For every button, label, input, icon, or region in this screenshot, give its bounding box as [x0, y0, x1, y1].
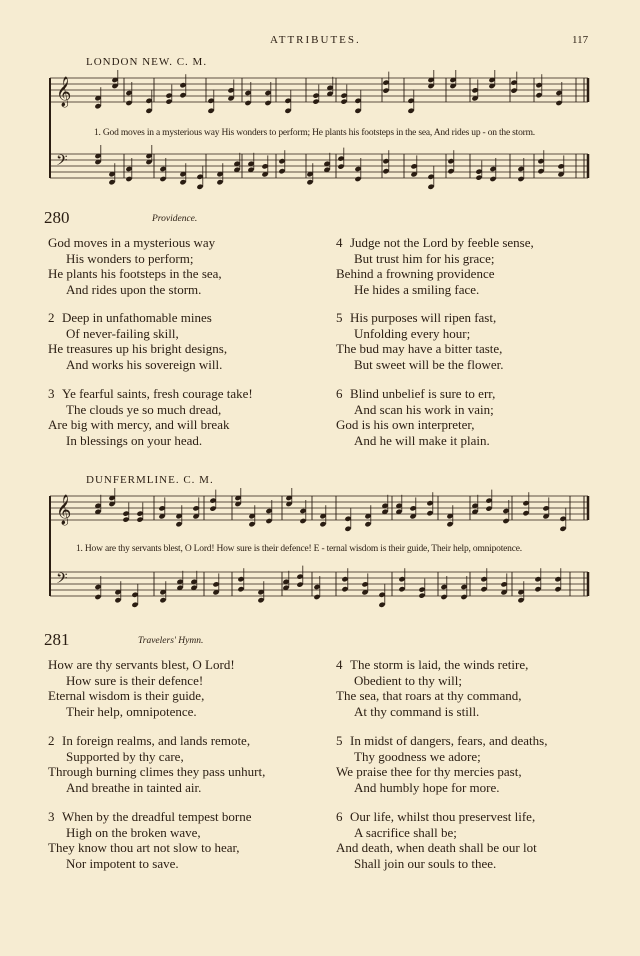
tune-title: DUNFERMLINE. C. M. — [86, 474, 214, 486]
verse-line: In blessings on your head. — [66, 432, 203, 448]
verse-line: Obedient to thy will; — [354, 672, 462, 688]
verse-line: Through burning climes they pass unhurt, — [48, 764, 266, 779]
stanza — [48, 310, 227, 372]
stanza — [336, 235, 534, 297]
stanza-number: 6 — [336, 809, 343, 824]
verse-line: Unfolding every hour; — [354, 325, 471, 341]
verse-line: The bud may have a bitter taste, — [336, 341, 503, 356]
hymn-subtitle: Providence. — [152, 214, 198, 224]
verse-line: Their help, omnipotence. — [66, 703, 197, 719]
verse-line: God is his own interpreter, — [336, 417, 475, 432]
verse-line: Judge not the Lord by feeble sense, — [350, 235, 534, 250]
page-header — [0, 34, 640, 52]
verse-line: Are big with mercy, and will break — [48, 417, 230, 432]
verse-line: How are thy servants blest, O Lord! — [48, 657, 235, 672]
verse-line: His wonders to perform; — [66, 250, 194, 266]
verse-line: In midst of dangers, fears, and deaths, — [350, 733, 548, 748]
verse-line: Thy goodness we adore; — [354, 748, 481, 764]
verse-line: Our life, whilst thou preservest life, — [350, 809, 536, 824]
verse-line: The clouds ye so much dread, — [66, 401, 222, 417]
verse-line: And scan his work in vain; — [354, 401, 494, 417]
verse-line: And works his sovereign will. — [66, 356, 223, 372]
hymn-subtitle: Travelers' Hymn. — [138, 636, 204, 646]
verse-line: God moves in a mysterious way — [48, 235, 216, 250]
tune-title: LONDON NEW. C. M. — [86, 56, 208, 68]
verse-line: And rides upon the storm. — [66, 281, 202, 297]
verse-line: In foreign realms, and lands remote, — [62, 733, 251, 748]
stanza — [48, 733, 265, 795]
verse-line: Eternal wisdom is their guide, — [48, 688, 205, 703]
verse-line: Nor impotent to save. — [66, 855, 179, 871]
verse-line: And humbly hope for more. — [354, 779, 500, 795]
stanza — [48, 657, 235, 719]
stanza-number: 3 — [48, 809, 55, 824]
running-title: ATTRIBUTES. — [270, 34, 361, 46]
stanza-number: 5 — [336, 733, 343, 748]
stanza-number: 3 — [48, 386, 55, 401]
verse-line: And breathe in tainted air. — [66, 779, 202, 795]
page-number: 117 — [572, 34, 589, 46]
tune-lyric: 1. How are thy servants blest, O Lord! How sure is their defence! E - ternal wisdom is their guide, Their help, omnipotence. — [76, 544, 522, 554]
stanza-number: 4 — [336, 657, 343, 672]
stanza-number: 2 — [48, 310, 55, 325]
verse-line: Supported by thy care, — [66, 748, 184, 764]
verse-line: They know thou art not slow to hear, — [48, 840, 240, 855]
verse-line: When by the dreadful tempest borne — [62, 809, 252, 824]
stanza-number: 2 — [48, 733, 55, 748]
stanza — [336, 386, 495, 448]
verse-line: He plants his footsteps in the sea, — [48, 266, 222, 281]
verse-line: His purposes will ripen fast, — [350, 310, 497, 325]
treble-clef-icon: 𝄞 — [56, 495, 72, 525]
stanza — [48, 809, 252, 871]
verse-line: We praise thee for thy mercies past, — [336, 764, 522, 779]
verse-line: Behind a frowning providence — [336, 266, 495, 281]
hymn-number: 280 — [44, 208, 70, 227]
stanza-number: 5 — [336, 310, 343, 325]
stanza-number: 6 — [336, 386, 343, 401]
verse-line: Shall join our souls to thee. — [354, 855, 497, 871]
verse-line: But sweet will be the flower. — [354, 356, 504, 372]
tune-lyric: 1. God moves in a mysterious way His wonders to perform; He plants his footsteps in the sea, And rides up - on the storm. — [94, 128, 535, 138]
verse-line: Deep in unfathomable mines — [62, 310, 212, 325]
verse-line: The storm is laid, the winds retire, — [350, 657, 529, 672]
verse-line: The sea, that roars at thy command, — [336, 688, 522, 703]
verse-line: He treasures up his bright designs, — [48, 341, 228, 356]
stanza-number: 4 — [336, 235, 343, 250]
stanza — [48, 235, 222, 297]
stanza — [336, 809, 537, 871]
hymn-number: 281 — [44, 630, 70, 649]
verse-line: But trust him for his grace; — [354, 250, 495, 266]
verse-line: He hides a smiling face. — [354, 281, 480, 297]
verse-line: Of never-failing skill, — [66, 325, 179, 341]
stanza — [336, 733, 547, 795]
bass-clef-icon: 𝄢 — [56, 152, 68, 173]
treble-clef-icon: 𝄞 — [56, 77, 72, 107]
stanza — [48, 386, 253, 448]
verse-line: At thy command is still. — [354, 703, 480, 719]
stanza — [336, 310, 503, 372]
verse-line: And death, when death shall be our lot — [336, 840, 537, 855]
verse-line: How sure is their defence! — [66, 672, 204, 688]
stanza — [336, 657, 528, 719]
verse-line: And he will make it plain. — [354, 432, 490, 448]
bass-clef-icon: 𝄢 — [56, 570, 68, 591]
verse-line: Ye fearful saints, fresh courage take! — [62, 386, 253, 401]
verse-line: High on the broken wave, — [66, 824, 201, 840]
verse-line: A sacrifice shall be; — [354, 824, 457, 840]
verse-line: Blind unbelief is sure to err, — [350, 386, 496, 401]
